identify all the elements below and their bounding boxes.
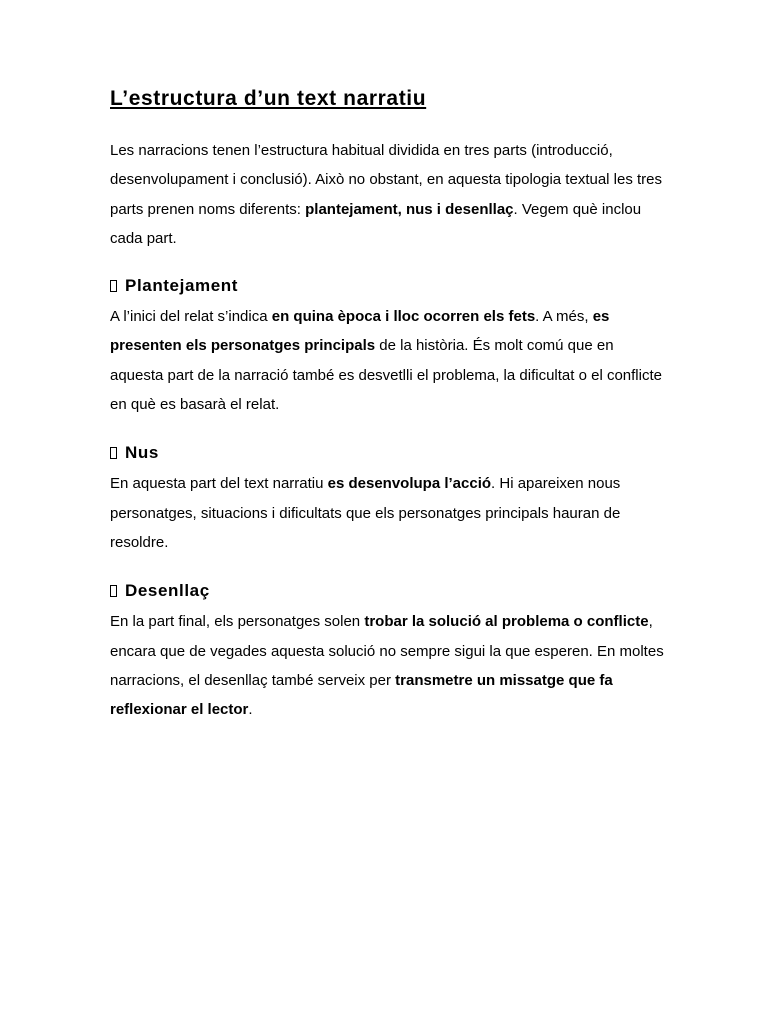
section-text: , encara que de vegades aquesta solució no sempre sigui la que esperen. En moltes narracions, el desenllaç també serveix per [110, 613, 664, 689]
intro-bold-1: plantejament, nus i desenllaç [305, 200, 514, 218]
section-text: . [248, 701, 253, 719]
section-desenllac [110, 578, 670, 724]
section-text: En aquesta part del text narratiu [110, 475, 328, 493]
section-text: de la història. És molt comú que en aquesta part de la narració també es desvetlli el problema, la dificultat o el conflicte en què es basarà el relat. [110, 337, 662, 414]
section-bold: transmetre un missatge que fa reflexionar el lector [110, 671, 613, 719]
missing-glyph-icon [110, 280, 117, 292]
section-body-plantejament [110, 302, 670, 419]
document-title: L’estructura d’un text narratiu [110, 87, 427, 110]
section-heading-desenllac [110, 578, 670, 604]
missing-glyph-icon [110, 585, 117, 597]
section-bold: es presenten els personatges principals [110, 308, 610, 355]
section-text: . A més, [535, 308, 593, 326]
section-text: A l’inici del relat s’indica [110, 308, 272, 326]
section-body-desenllac [110, 607, 670, 724]
section-bold: en quina època i lloc ocorren els fets [271, 308, 536, 326]
section-bold: trobar la solució al problema o conflicte [364, 613, 649, 631]
section-body-nus [110, 469, 670, 557]
intro-text-1: Les narracions tenen l’estructura habitual dividida en tres parts (introducció, desenvolupament i conclusió). Això no obstant, en aquesta tipologia textual les tres parts prenen noms diferents: [110, 142, 663, 218]
section-heading-label: Desenllaç [125, 581, 210, 601]
document-content [110, 84, 670, 724]
section-text: En la part final, els personatges solen [110, 613, 365, 631]
missing-glyph-icon [110, 447, 117, 459]
intro-paragraph [110, 136, 670, 253]
intro-text-2: . Vegem què inclou cada part. [110, 200, 642, 247]
section-text: . Hi apareixen nous personatges, situacions i dificultats que els personatges principals hauran de resoldre. [110, 475, 621, 551]
section-heading-label: Plantejament [125, 276, 239, 296]
section-heading-plantejament [110, 273, 670, 299]
section-heading-nus [110, 440, 670, 466]
section-nus [110, 440, 670, 557]
section-heading-label: Nus [125, 443, 159, 463]
section-bold: es desenvolupa l’acció [327, 475, 492, 493]
section-plantejament [110, 273, 670, 419]
